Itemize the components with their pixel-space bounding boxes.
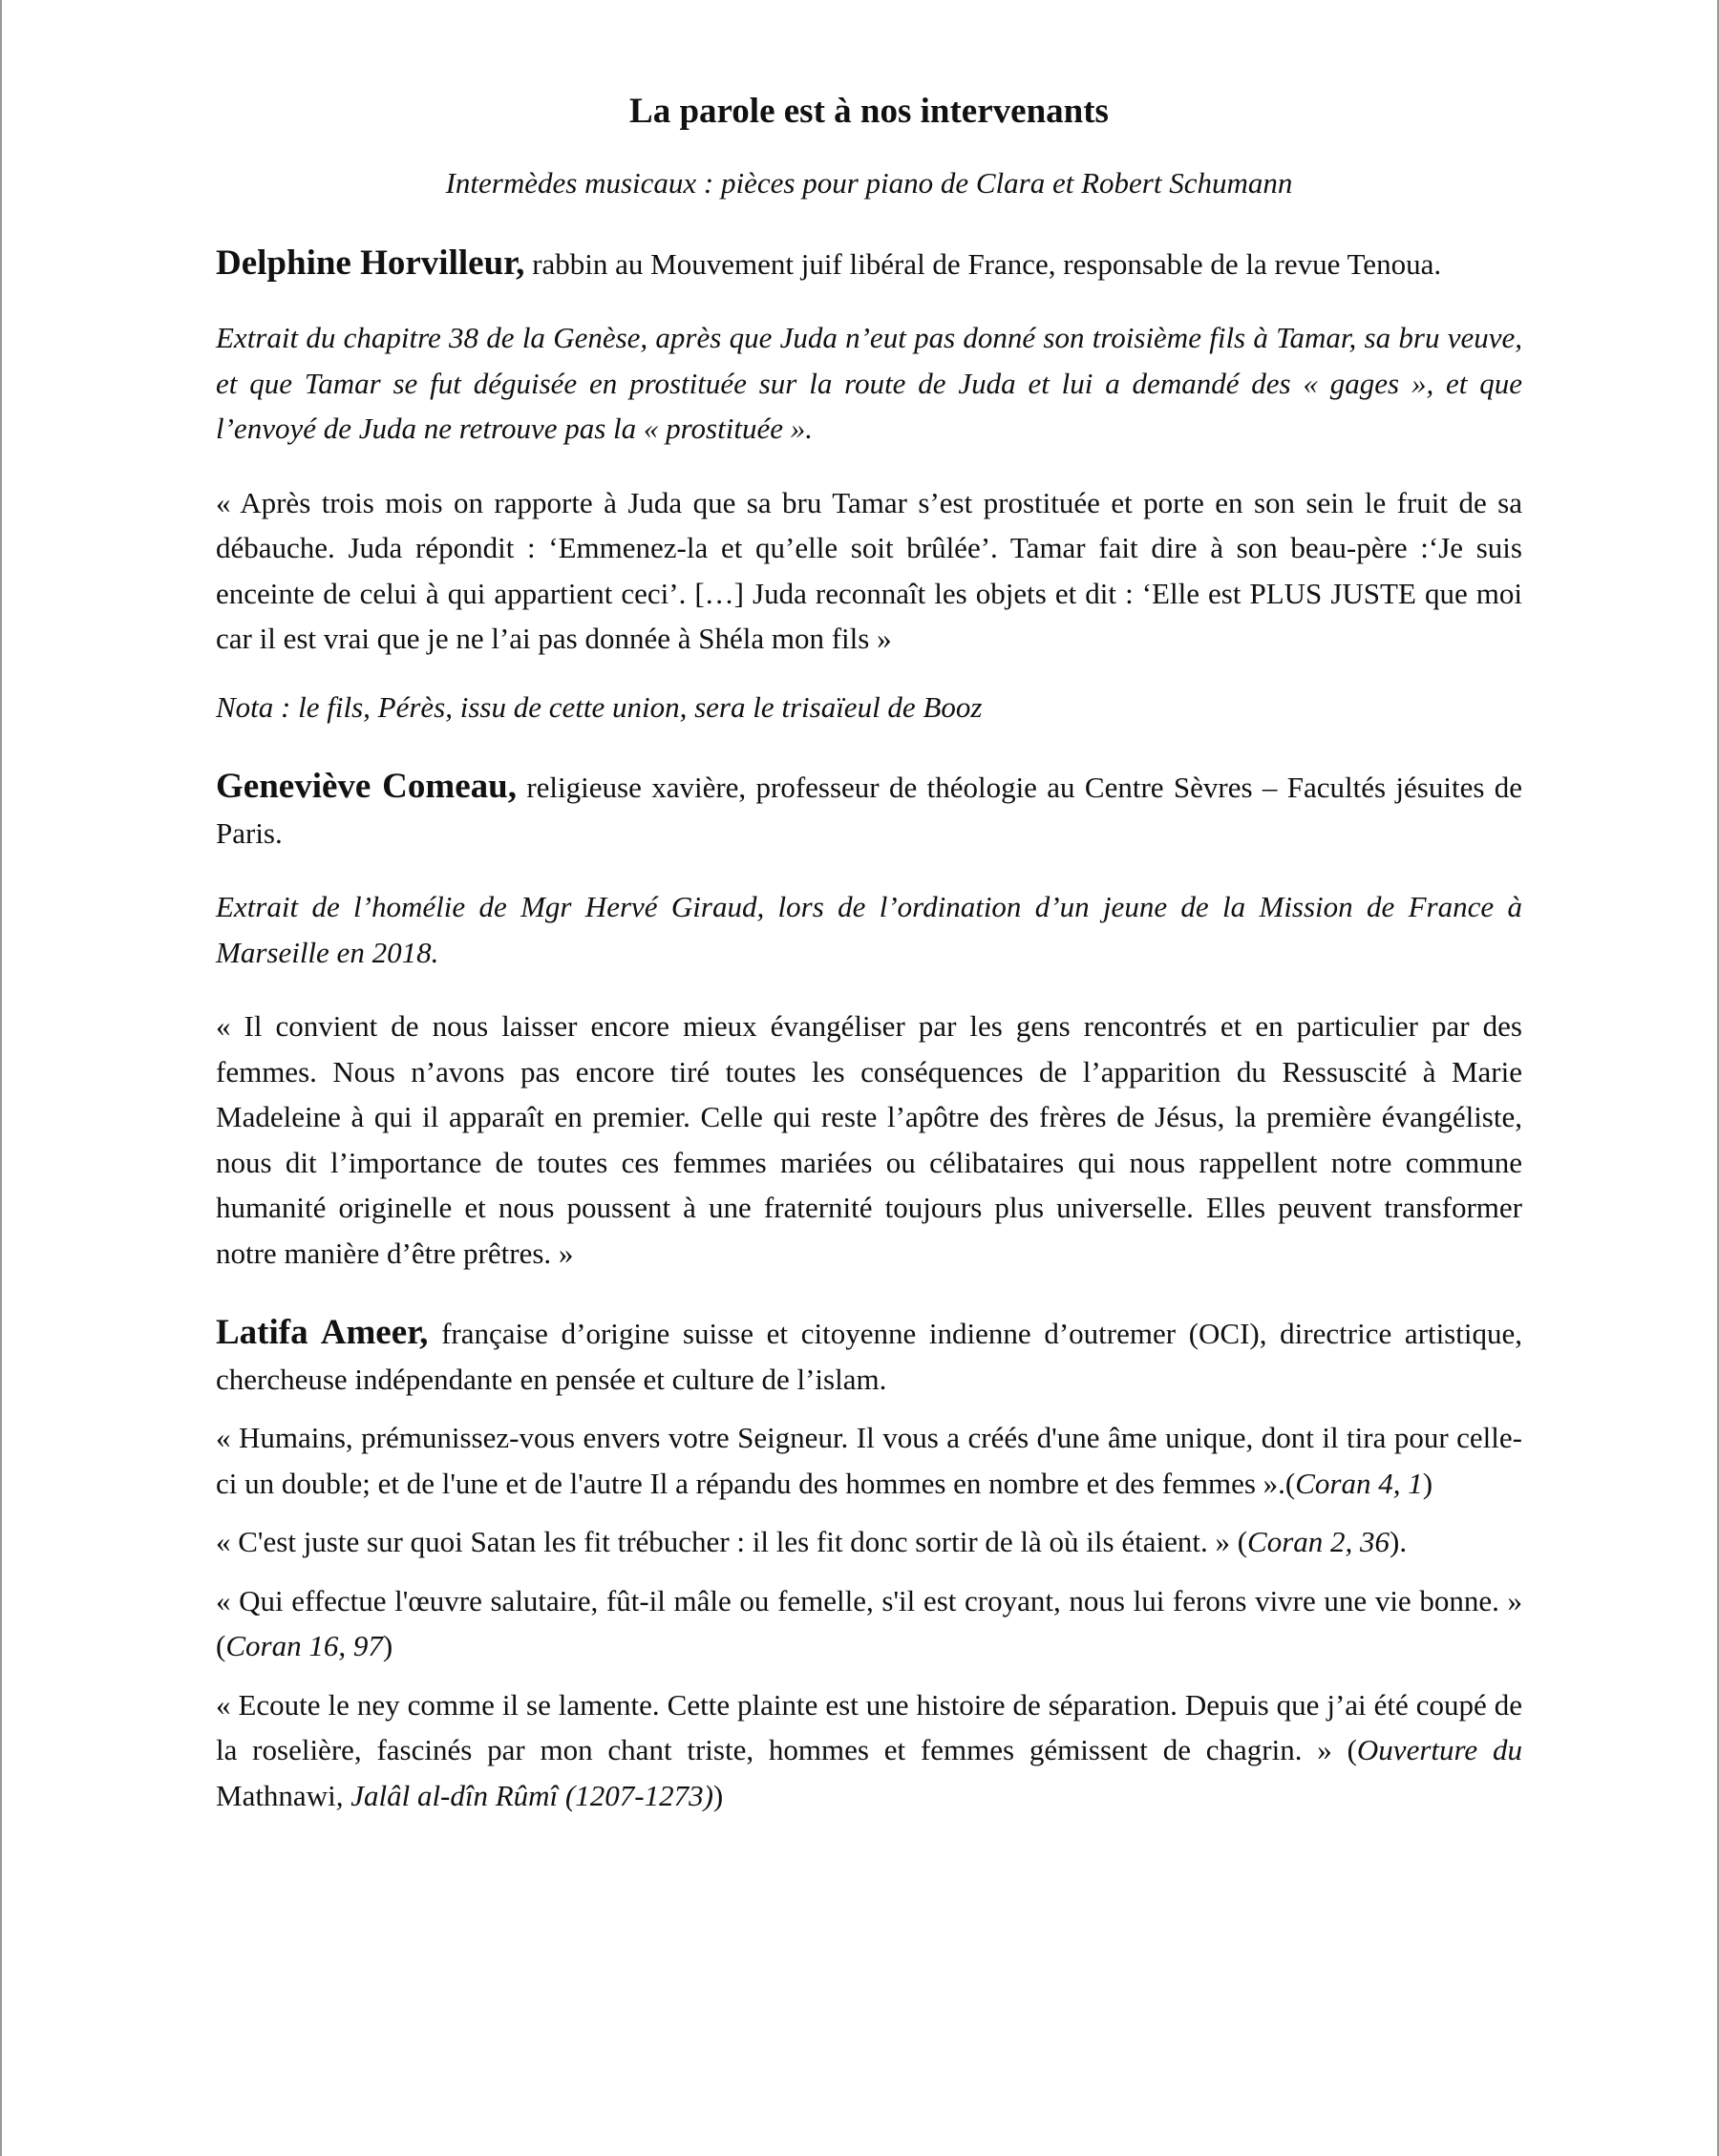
speaker-role: religieuse xavière, professeur de théologie au Centre Sèvres – Facultés jésuites de Paris. bbox=[216, 771, 1522, 850]
speaker-name: Latifa Ameer, bbox=[216, 1313, 429, 1352]
quote-reference: Coran 4, 1 bbox=[1295, 1466, 1423, 1500]
excerpt-intro: Extrait de l’homélie de Mgr Hervé Giraud, lors de l’ordination d’un jeune de la Mission de France à Marseille en 2018. bbox=[216, 890, 1522, 969]
speaker-heading bbox=[216, 241, 1522, 287]
speaker-role: française d’origine suisse et citoyenne indienne d’outremer (OCI), directrice artistique, chercheuse indépendante en pensée et culture de l’islam. bbox=[216, 1317, 1522, 1396]
page-subtitle: Intermèdes musicaux : pièces pour piano de Clara et Robert Schumann bbox=[445, 166, 1293, 200]
quote-reference: Coran 2, 36 bbox=[1247, 1525, 1390, 1558]
speaker-role: rabbin au Mouvement juif libéral de France, responsable de la revue Tenoua. bbox=[524, 246, 1442, 281]
quote-paragraph: « Humains, prémunissez-vous envers votre Seigneur. Il vous a créés d'une âme unique, dont il tira pour celle-ci un double; et de l'une et de l'autre Il a répandu des hommes en nombre et des femmes ».(Coran 4, 1) bbox=[216, 1421, 1522, 1500]
page-title: La parole est à nos intervenants bbox=[629, 92, 1109, 131]
speaker-name: Delphine Horvilleur, bbox=[216, 243, 525, 283]
quote-reference: Coran 16, 97 bbox=[225, 1629, 383, 1662]
quote-paragraph: « Après trois mois on rapporte à Juda que sa bru Tamar s’est prostituée et porte en son sein le fruit de sa débauche. Juda répondit : ‘Emmenez-la et qu’elle soit brûlée’. Tamar fait dire à son beau-père :‘Je suis enceinte de celui à qui appartient ceci’. […] Juda reconnaît les objets et dit : ‘Elle est PLUS JUSTE que moi car il est vrai que je ne l’ai pas donnée à Shéla mon fils » bbox=[216, 485, 1522, 655]
work-title: Mathnawi bbox=[216, 1778, 336, 1812]
excerpt-intro: Extrait du chapitre 38 de la Genèse, après que Juda n’eut pas donné son troisième fils à Tamar, sa bru veuve, et que Tamar se fut déguisée en prostituée sur la route de Juda et lui a demandé des « gages », et que l’envoyé de Juda ne retrouve pas la « prostituée ». bbox=[216, 321, 1522, 445]
quote-reference: Ouverture du bbox=[1356, 1733, 1522, 1766]
note-paragraph: Nota : le fils, Pérès, issu de cette union, sera le trisaïeul de Booz bbox=[216, 689, 983, 724]
quote-reference: , Jalâl al-dîn Rûmî (1207-1273) bbox=[335, 1778, 713, 1812]
quote-paragraph: « C'est juste sur quoi Satan les fit trébucher : il les fit donc sortir de là où ils étaient. » (Coran 2, 36). bbox=[216, 1525, 1408, 1558]
quote-paragraph: « Qui effectue l'œuvre salutaire, fût-il mâle ou femelle, s'il est croyant, nous lui ferons vivre une vie bonne. » (Coran 16, 97) bbox=[216, 1583, 1522, 1662]
speaker-name: Geneviève Comeau, bbox=[216, 767, 517, 806]
speaker-heading bbox=[216, 1310, 1522, 1402]
document-content bbox=[216, 88, 1522, 1818]
quote-paragraph: « Il convient de nous laisser encore mieux évangéliser par les gens rencontrés et en particulier par des femmes. Nous n’avons pas encore tiré toutes les conséquences de l’apparition du Ressuscité à Marie Madeleine à qui il apparaît en premier. Celle qui reste l’apôtre des frères de Jésus, la première évangéliste, nous dit l’importance de toutes ces femmes mariées ou célibataires qui nous rappellent notre commune humanité originelle et nous poussent à une fraternité toujours plus universelle. Elles peuvent transformer notre manière d’être prêtres. » bbox=[216, 1009, 1522, 1270]
quote-paragraph: « Ecoute le ney comme il se lamente. Cette plainte est une histoire de séparation. Depuis que j’ai été coupé de la roselière, fascinés par mon chant triste, hommes et femmes gémissent de chagrin. » (Ouverture du Mathnawi, Jalâl al-dîn Rûmî (1207-1273)) bbox=[216, 1687, 1522, 1812]
speaker-heading bbox=[216, 764, 1522, 856]
